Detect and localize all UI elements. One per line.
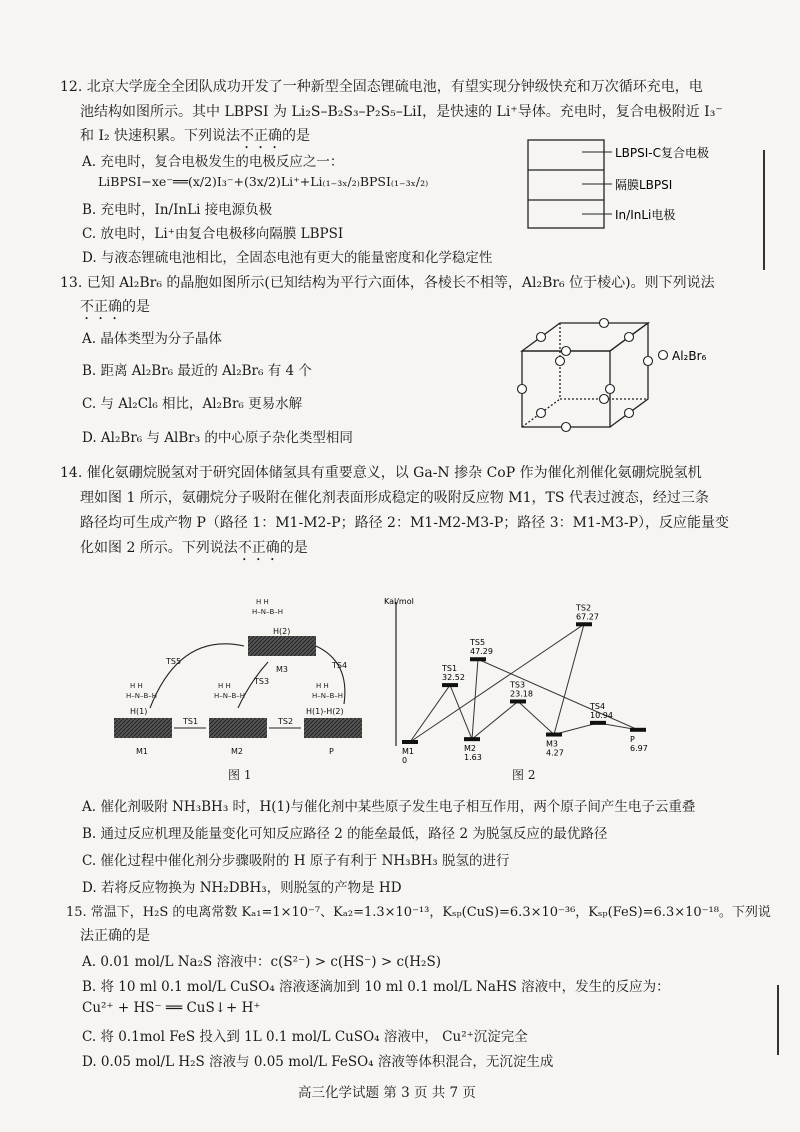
state-value-p: 6.97 [630, 743, 648, 753]
state-label-ts3: TS3 [510, 680, 526, 690]
legend-al2br6: Al₂Br₆ [672, 349, 707, 363]
q12-option-a-equation: LiBPSI−xe⁻══(x/2)I₃⁻+(3x/2)Li⁺+Li₍₁₋₃ₓ/₂₎BPSI₍₁₋₃ₓ/₂₎ [98, 174, 429, 189]
q13-option-a: A. 晶体类型为分子晶体 [82, 331, 222, 347]
page-footer: 高三化学试题 第 3 页 共 7 页 [298, 1085, 476, 1101]
q13-unit-cell-figure [510, 305, 720, 435]
state-label-ts2: TS2 [576, 603, 592, 613]
svg-text:TS2: TS2 [278, 717, 294, 726]
q14-option-c: C. 催化过程中催化剂分步骤吸附的 H 原子有利于 NH₃BH₃ 脱氢的进行 [82, 853, 510, 869]
energy-level-m1 [402, 740, 418, 744]
energy-path-line [410, 685, 472, 742]
svg-text:H–N–B–H: H–N–B–H [312, 692, 344, 700]
energy-level-ts2 [576, 622, 592, 626]
state-label-ts5: TS5 [470, 638, 486, 648]
energy-level-m3 [546, 733, 562, 737]
svg-text:H–N–B–H: H–N–B–H [252, 608, 284, 616]
state-value-ts2: 67.27 [576, 612, 599, 622]
svg-text:H–N–B–H: H–N–B–H [214, 692, 246, 700]
svg-text:H H: H H [218, 682, 231, 690]
q13-stem-line2: 不正确的是 [80, 299, 150, 315]
q12-stem-line3: 和 I₂ 快速积累。下列说法不正确的是 [80, 128, 311, 144]
al2br6-site [600, 319, 609, 328]
svg-text:H(1)-H(2): H(1)-H(2) [306, 707, 344, 716]
q12-stem-line2: 池结构如图所示。其中 LBPSI 为 Li₂S–B₂S₃–P₂S₅–LiI，是快速的 Li⁺导体。充电时，复合电极附近 I₃⁻ [80, 104, 723, 120]
q15-option-a: A. 0.01 mol/L Na₂S 溶液中：c(S²⁻) > c(HS⁻) > c(H₂S) [82, 954, 441, 970]
state-value-ts1: 32.52 [442, 673, 465, 683]
state-label-m1: M1 [402, 747, 414, 756]
svg-text:M1: M1 [136, 747, 148, 756]
state-value-m1: 0 [402, 756, 408, 765]
state-label-m3: M3 [546, 739, 558, 749]
q14-figure2-caption: 图 2 [512, 768, 536, 782]
state-label-p: P [630, 734, 635, 744]
state-label-ts4: TS4 [590, 701, 606, 711]
al2br6-site [625, 409, 634, 418]
catalyst-slab-p [304, 718, 362, 738]
svg-text:H H: H H [256, 598, 269, 606]
q15-option-d: D. 0.05 mol/L H₂S 溶液与 0.05 mol/L FeSO₄ 溶液等体积混合，无沉淀生成 [82, 1054, 554, 1070]
q12-battery-structure-figure [520, 136, 730, 236]
state-value-ts3: 23.18 [510, 689, 533, 699]
al2br6-site [644, 357, 653, 366]
svg-text:TS3: TS3 [254, 677, 270, 686]
energy-level-ts3 [510, 699, 526, 703]
energy-path-line [472, 659, 638, 739]
q15-option-b-equation: Cu²⁺ + HS⁻ ══ CuS↓+ H⁺ [82, 1000, 261, 1016]
svg-text:TS1: TS1 [183, 717, 199, 726]
q14-figure1-caption: 图 1 [228, 768, 252, 782]
q14-energy-figure2 [380, 596, 660, 765]
energy-level-p [630, 728, 646, 732]
q15-option-b: B. 将 10 ml 0.1 mol/L CuSO₄ 溶液逐滴加到 10 ml 0.1 mol/L NaHS 溶液中，发生的反应为： [82, 979, 670, 995]
energy-level-m2 [464, 737, 480, 741]
legend-marker [659, 351, 668, 360]
q12-option-a: A. 充电时，复合电极发生的电极反应之一： [82, 154, 344, 170]
energy-path-line [410, 624, 584, 742]
al2br6-site [562, 347, 571, 356]
al2br6-site [625, 333, 634, 342]
q14-option-b: B. 通过反应机理及能量变化可知反应路径 2 的能垒最低，路径 2 为脱氢反应的最优路径 [82, 826, 608, 842]
label-composite-electrode: LBPSI-C复合电极 [615, 146, 710, 160]
state-label-ts1: TS1 [442, 664, 458, 674]
svg-text:TS4: TS4 [332, 661, 348, 670]
q15-stem-line1: 15. 常温下，H₂S 的电离常数 Kₐ₁=1×10⁻⁷、Kₐ₂=1.3×10⁻¹³，Kₛₚ(CuS)=6.3×10⁻³⁶，Kₛₚ(FeS)=6.3×10⁻¹⁸。下列说 [66, 905, 771, 920]
q14-mechanism-figure1 [110, 592, 372, 762]
q13-option-d: D. Al₂Br₆ 与 AlBr₃ 的中心原子杂化类型相同 [82, 430, 353, 446]
state-label-m2: M2 [464, 744, 476, 754]
svg-text:M2: M2 [231, 747, 243, 756]
state-value-ts4: 10.94 [590, 710, 613, 720]
energy-level-ts4 [590, 721, 606, 725]
al2br6-site [518, 385, 527, 394]
catalyst-slab-m3 [248, 636, 316, 656]
q14-stem-line4: 化如图 2 所示。下列说法不正确的是 [80, 540, 308, 556]
y-axis-label: Kal/mol [384, 597, 414, 606]
q14-stem-line1: 14. 催化氨硼烷脱氢对于研究固体储氢具有重要意义，以 Ga-N 掺杂 CoP 作为催化剂催化氨硼烷脱氢机 [60, 465, 702, 481]
q14-stem-line2: 理如图 1 所示，氨硼烷分子吸附在催化剂表面形成稳定的吸附反应物 M1，TS 代表过渡态，经过三条 [80, 490, 709, 506]
energy-path-line [472, 701, 554, 739]
q14-stem-line3: 路径均可生成产物 P（路径 1：M1-M2-P；路径 2：M1-M2-M3-P；路径 3：M1-M3-P），反应能量变 [80, 515, 730, 531]
state-value-ts5: 47.29 [470, 647, 493, 657]
svg-text:TS5: TS5 [166, 657, 182, 666]
al2br6-site [537, 333, 546, 342]
svg-text:H H: H H [130, 682, 143, 690]
q12-stem-line1: 12. 北京大学庞全全团队成功开发了一种新型全固态锂硫电池，有望实现分钟级快充和万次循环充电，电 [60, 79, 703, 95]
q13-option-b: B. 距离 Al₂Br₆ 最近的 Al₂Br₆ 有 4 个 [82, 363, 312, 379]
q13-option-c: C. 与 Al₂Cl₆ 相比，Al₂Br₆ 更易水解 [82, 396, 303, 412]
q12-option-b: B. 充电时，In/InLi 接电源负极 [82, 202, 273, 218]
svg-text:P: P [329, 747, 334, 756]
al2br6-site [556, 357, 565, 366]
margin-line [777, 985, 779, 1055]
catalyst-slab-m1 [114, 718, 172, 738]
q14-option-a: A. 催化剂吸附 NH₃BH₃ 时，H(1)与催化剂中某些原子发生电子相互作用，两个原子间产生电子云重叠 [82, 799, 696, 815]
q15-stem-line2: 法正确的是 [80, 928, 150, 944]
q14-option-d: D. 若将反应物换为 NH₂DBH₃，则脱氢的产物是 HD [82, 880, 402, 896]
svg-text:H(1): H(1) [130, 707, 148, 716]
state-value-m3: 4.27 [546, 748, 564, 758]
q12-option-c: C. 放电时，Li⁺由复合电极移向隔膜 LBPSI [82, 226, 344, 242]
energy-level-ts5 [470, 657, 486, 661]
state-value-m2: 1.63 [464, 753, 482, 763]
catalyst-slab-m2 [209, 718, 267, 738]
al2br6-site [606, 385, 615, 394]
q13-stem-line1: 13. 已知 Al₂Br₆ 的晶胞如图所示(已知结构为平行六面体，各棱长不相等，Al₂Br₆ 位于棱心)。则下列说法 [60, 275, 715, 291]
al2br6-site [537, 409, 546, 418]
q15-option-c: C. 将 0.1mol FeS 投入到 1L 0.1 mol/L CuSO₄ 溶液中， Cu²⁺沉淀完全 [82, 1029, 528, 1045]
margin-line [763, 150, 765, 270]
label-separator: 隔膜LBPSI [615, 178, 673, 192]
svg-text:M3: M3 [276, 665, 288, 674]
al2br6-site [562, 423, 571, 432]
svg-text:H(2): H(2) [273, 627, 291, 636]
svg-text:H H: H H [316, 682, 329, 690]
al2br6-site [600, 395, 609, 404]
energy-level-ts1 [442, 683, 458, 687]
q12-option-d: D. 与液态锂硫电池相比，全固态电池有更大的能量密度和化学稳定性 [82, 250, 493, 266]
label-in-inli-electrode: In/InLi电极 [615, 208, 676, 222]
svg-text:H–N–B–H: H–N–B–H [126, 692, 158, 700]
